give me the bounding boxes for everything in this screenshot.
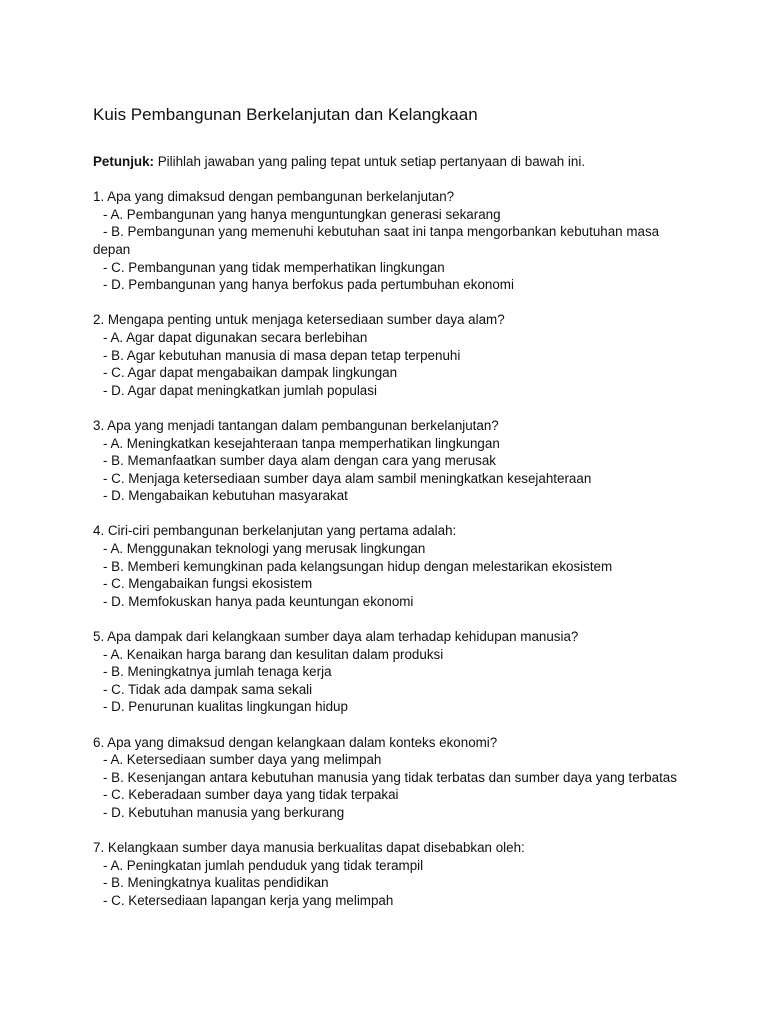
option-d: - D. Pembangunan yang hanya berfokus pada pertumbuhan ekonomi	[103, 277, 514, 293]
option-b: - B. Memanfaatkan sumber daya alam dengan cara yang merusak	[103, 453, 496, 469]
option-b: - B. Kesenjangan antara kebutuhan manusia yang tidak terbatas dan sumber daya yang terbatas	[103, 769, 677, 785]
option-b: - B. Memberi kemungkinan pada kelangsungan hidup dengan melestarikan ekosistem	[103, 558, 613, 574]
option-c: - C. Menjaga ketersediaan sumber daya alam sambil meningkatkan kesejahteraan	[103, 470, 592, 486]
question-text: 6. Apa yang dimaksud dengan kelangkaan dalam konteks ekonomi?	[93, 734, 498, 750]
document-title: Kuis Pembangunan Berkelanjutan dan Kelangkaan	[93, 105, 478, 124]
option-a: - A. Meningkatkan kesejahteraan tanpa memperhatikan lingkungan	[103, 435, 500, 451]
instruction	[93, 153, 688, 171]
option-a: - A. Agar dapat digunakan secara berlebihan	[103, 329, 368, 345]
option-b: - B. Meningkatnya jumlah tenaga kerja	[103, 664, 332, 680]
option-c: - C. Agar dapat mengabaikan dampak lingkungan	[103, 365, 398, 381]
question-text: 5. Apa dampak dari kelangkaan sumber daya alam terhadap kehidupan manusia?	[93, 629, 579, 645]
option-b: - B. Pembangunan yang memenuhi kebutuhan saat ini tanpa mengorbankan kebutuhan masa depan	[93, 224, 660, 257]
option-c: - C. Keberadaan sumber daya yang tidak terpakai	[103, 787, 399, 803]
question-text: 7. Kelangkaan sumber daya manusia berkualitas dapat disebabkan oleh:	[93, 840, 525, 856]
question-text: 3. Apa yang menjadi tantangan dalam pembangunan berkelanjutan?	[93, 417, 499, 433]
option-d: - D. Agar dapat meningkatkan jumlah populasi	[103, 382, 377, 398]
option-a: - A. Peningkatan jumlah penduduk yang tidak terampil	[103, 857, 424, 873]
option-b: - B. Agar kebutuhan manusia di masa depan tetap terpenuhi	[103, 347, 461, 363]
question-1	[93, 188, 688, 294]
instruction-label: Petunjuk:	[93, 154, 155, 169]
option-c: - C. Ketersediaan lapangan kerja yang melimpah	[103, 892, 394, 908]
question-2	[93, 311, 688, 399]
option-b: - B. Meningkatnya kualitas pendidikan	[103, 875, 329, 891]
option-c: - C. Pembangunan yang tidak memperhatikan lingkungan	[103, 259, 445, 275]
option-a: - A. Menggunakan teknologi yang merusak lingkungan	[103, 541, 426, 557]
question-6	[93, 734, 688, 822]
option-d: - D. Kebutuhan manusia yang berkurang	[103, 804, 345, 820]
question-text: 2. Mengapa penting untuk menjaga ketersediaan sumber daya alam?	[93, 312, 505, 328]
option-d: - D. Mengabaikan kebutuhan masyarakat	[103, 488, 348, 504]
option-c: - C. Mengabaikan fungsi ekosistem	[103, 576, 313, 592]
option-d: - D. Penurunan kualitas lingkungan hidup	[103, 699, 348, 715]
question-3	[93, 417, 688, 505]
option-a: - A. Ketersediaan sumber daya yang melimpah	[103, 752, 382, 768]
instruction-text: Pilihlah jawaban yang paling tepat untuk setiap pertanyaan di bawah ini.	[154, 154, 586, 169]
option-a: - A. Kenaikan harga barang dan kesulitan dalam produksi	[103, 646, 444, 662]
question-4	[93, 522, 688, 610]
question-5	[93, 628, 688, 716]
question-text: 4. Ciri-ciri pembangunan berkelanjutan yang pertama adalah:	[93, 523, 457, 539]
option-d: - D. Memfokuskan hanya pada keuntungan ekonomi	[103, 593, 414, 609]
option-c: - C. Tidak ada dampak sama sekali	[103, 681, 313, 697]
question-7	[93, 839, 688, 909]
option-a: - A. Pembangunan yang hanya menguntungkan generasi sekarang	[103, 206, 501, 222]
question-text: 1. Apa yang dimaksud dengan pembangunan berkelanjutan?	[93, 189, 455, 205]
